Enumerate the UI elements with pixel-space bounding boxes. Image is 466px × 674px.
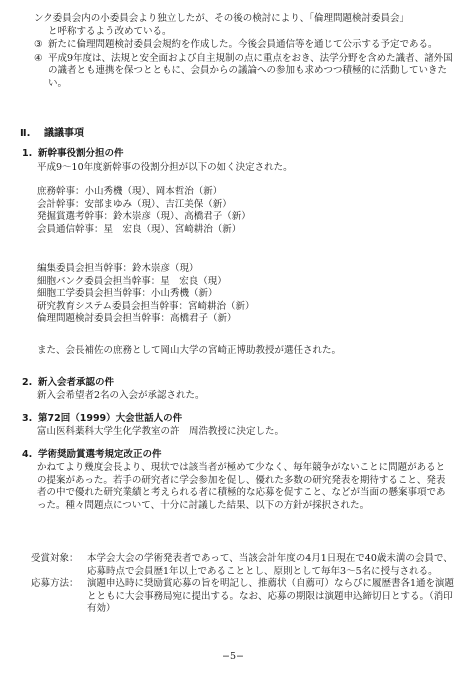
body-text: 富山医科薬科大学生化学教室の許 周浩教授に決定した。 — [37, 426, 285, 437]
circled-number: ④ — [34, 52, 43, 64]
list-item: 会計幹事：安部まゆみ（現）、吉江美保（新） — [37, 198, 232, 210]
item-number: 2. — [22, 377, 33, 388]
circled-number: ③ — [34, 39, 43, 51]
list-item: 倫理問題検討委員会担当幹事：高橋君子（新） — [37, 313, 237, 325]
item-note — [37, 345, 452, 358]
officer-list — [37, 186, 251, 236]
rule-text: 本学会大会の学術発表者であって、当該会計年度の4月1日現在で40歳未満の会員で、応募時点で会員歴1年以上であることとし、原則として毎年3～5名に授与される。 — [87, 553, 453, 577]
list-item: 細胞バンク委員会担当幹事：星 宏良（現） — [37, 275, 227, 287]
list-item: 研究教育システム委員会担当幹事：宮崎耕治（新） — [37, 300, 255, 312]
award-rule — [31, 553, 456, 578]
page-number: −5− — [222, 651, 244, 662]
list-item: 会員通信幹事：星 宏良（現）、宮崎耕治（新） — [37, 223, 242, 235]
list-item: 細胞工学委員会担当幹事：小山秀機（新） — [37, 288, 218, 300]
body-text: 平成9～10年度新幹事の役割分担が以下の如く決定された。 — [37, 162, 293, 173]
item-title: 新幹事役割分担の件 — [38, 148, 124, 159]
item-title: 新入会者承認の件 — [38, 377, 115, 388]
item-body — [37, 462, 452, 512]
rule-text: 演題申込時に奨励賞応募の旨を明記し、推薦状（自薦可）ならびに履歴書各1通を演題とともに大会事務局宛に提出する。なお、応募の期限は演題申込締切日とする。（消印有効） — [87, 578, 455, 615]
item-number: 3. — [22, 413, 33, 424]
list-item: 編集委員会担当幹事：鈴木崇彦（現） — [37, 263, 199, 274]
item-body — [37, 162, 452, 175]
item-number: 4. — [22, 449, 33, 460]
section-title: 議議事項 — [44, 128, 84, 139]
item-heading — [22, 449, 162, 462]
numbered-paragraph — [34, 39, 454, 52]
body-text: また、会長補佐の庶務として岡山大学の宮崎正博助教授が選任された。 — [37, 345, 342, 356]
section-heading — [20, 127, 84, 140]
rule-label: 受賞対象： — [31, 553, 79, 564]
item-number: 1. — [22, 148, 33, 159]
intro-line: ンク委員会内の小委員会より独立したが、その後の検討により、「倫理問題検討委員会」 — [34, 13, 410, 24]
body-text: かねてより幾度会長より、現状では該当者が極めて少なく、毎年競争がないことに問題があるとの提案があった。若手の研究者に学会参加を促し、優れた多数の研究発表を期待すること、発表者の中で優れた研究業績と考えられる者に積極的な応募を促すこと、などが当面の懸案事項であった。種々問題点について、十分に討議した結果、以下の方針が採択された。 — [37, 462, 446, 511]
committee-list — [37, 263, 255, 326]
numbered-paragraph — [34, 53, 454, 91]
body-text: 新入会希望者2名の入会が承認された。 — [37, 390, 205, 401]
award-rules — [31, 553, 456, 616]
item-body — [37, 426, 452, 439]
item-heading — [22, 413, 182, 426]
item-heading — [22, 148, 124, 161]
award-rule — [31, 578, 456, 616]
list-item: 庶務幹事：小山秀機（現）、岡本哲治（新） — [37, 186, 223, 197]
rule-label: 応募方法： — [31, 578, 79, 590]
item-title: 第72回（1999）大会世話人の件 — [38, 413, 183, 424]
item-heading — [22, 377, 114, 390]
intro-block — [34, 13, 454, 90]
paragraph-text: 平成9年度は、法規と安全面および自主規制の点に重点をおき、法学分野を含めた識者、諸外国の識者とも連携を保つとともに、会員からの議論への参加も求めつつ積極的に活動していきたい。 — [48, 52, 453, 89]
list-item: 発掘賞選考幹事：鈴木崇彦（現）、高橋君子（新） — [37, 211, 251, 223]
item-body — [37, 390, 452, 403]
intro-line: と呼称するよう改めている。 — [48, 25, 172, 37]
paragraph-text: 新たに倫理問題検討委員会規約を作成した。今後会員通信等を通じて公示する予定である。 — [48, 39, 438, 51]
item-title: 学術奨励賞選考規定改正の件 — [38, 449, 162, 460]
section-number: Ⅱ. — [20, 128, 31, 139]
